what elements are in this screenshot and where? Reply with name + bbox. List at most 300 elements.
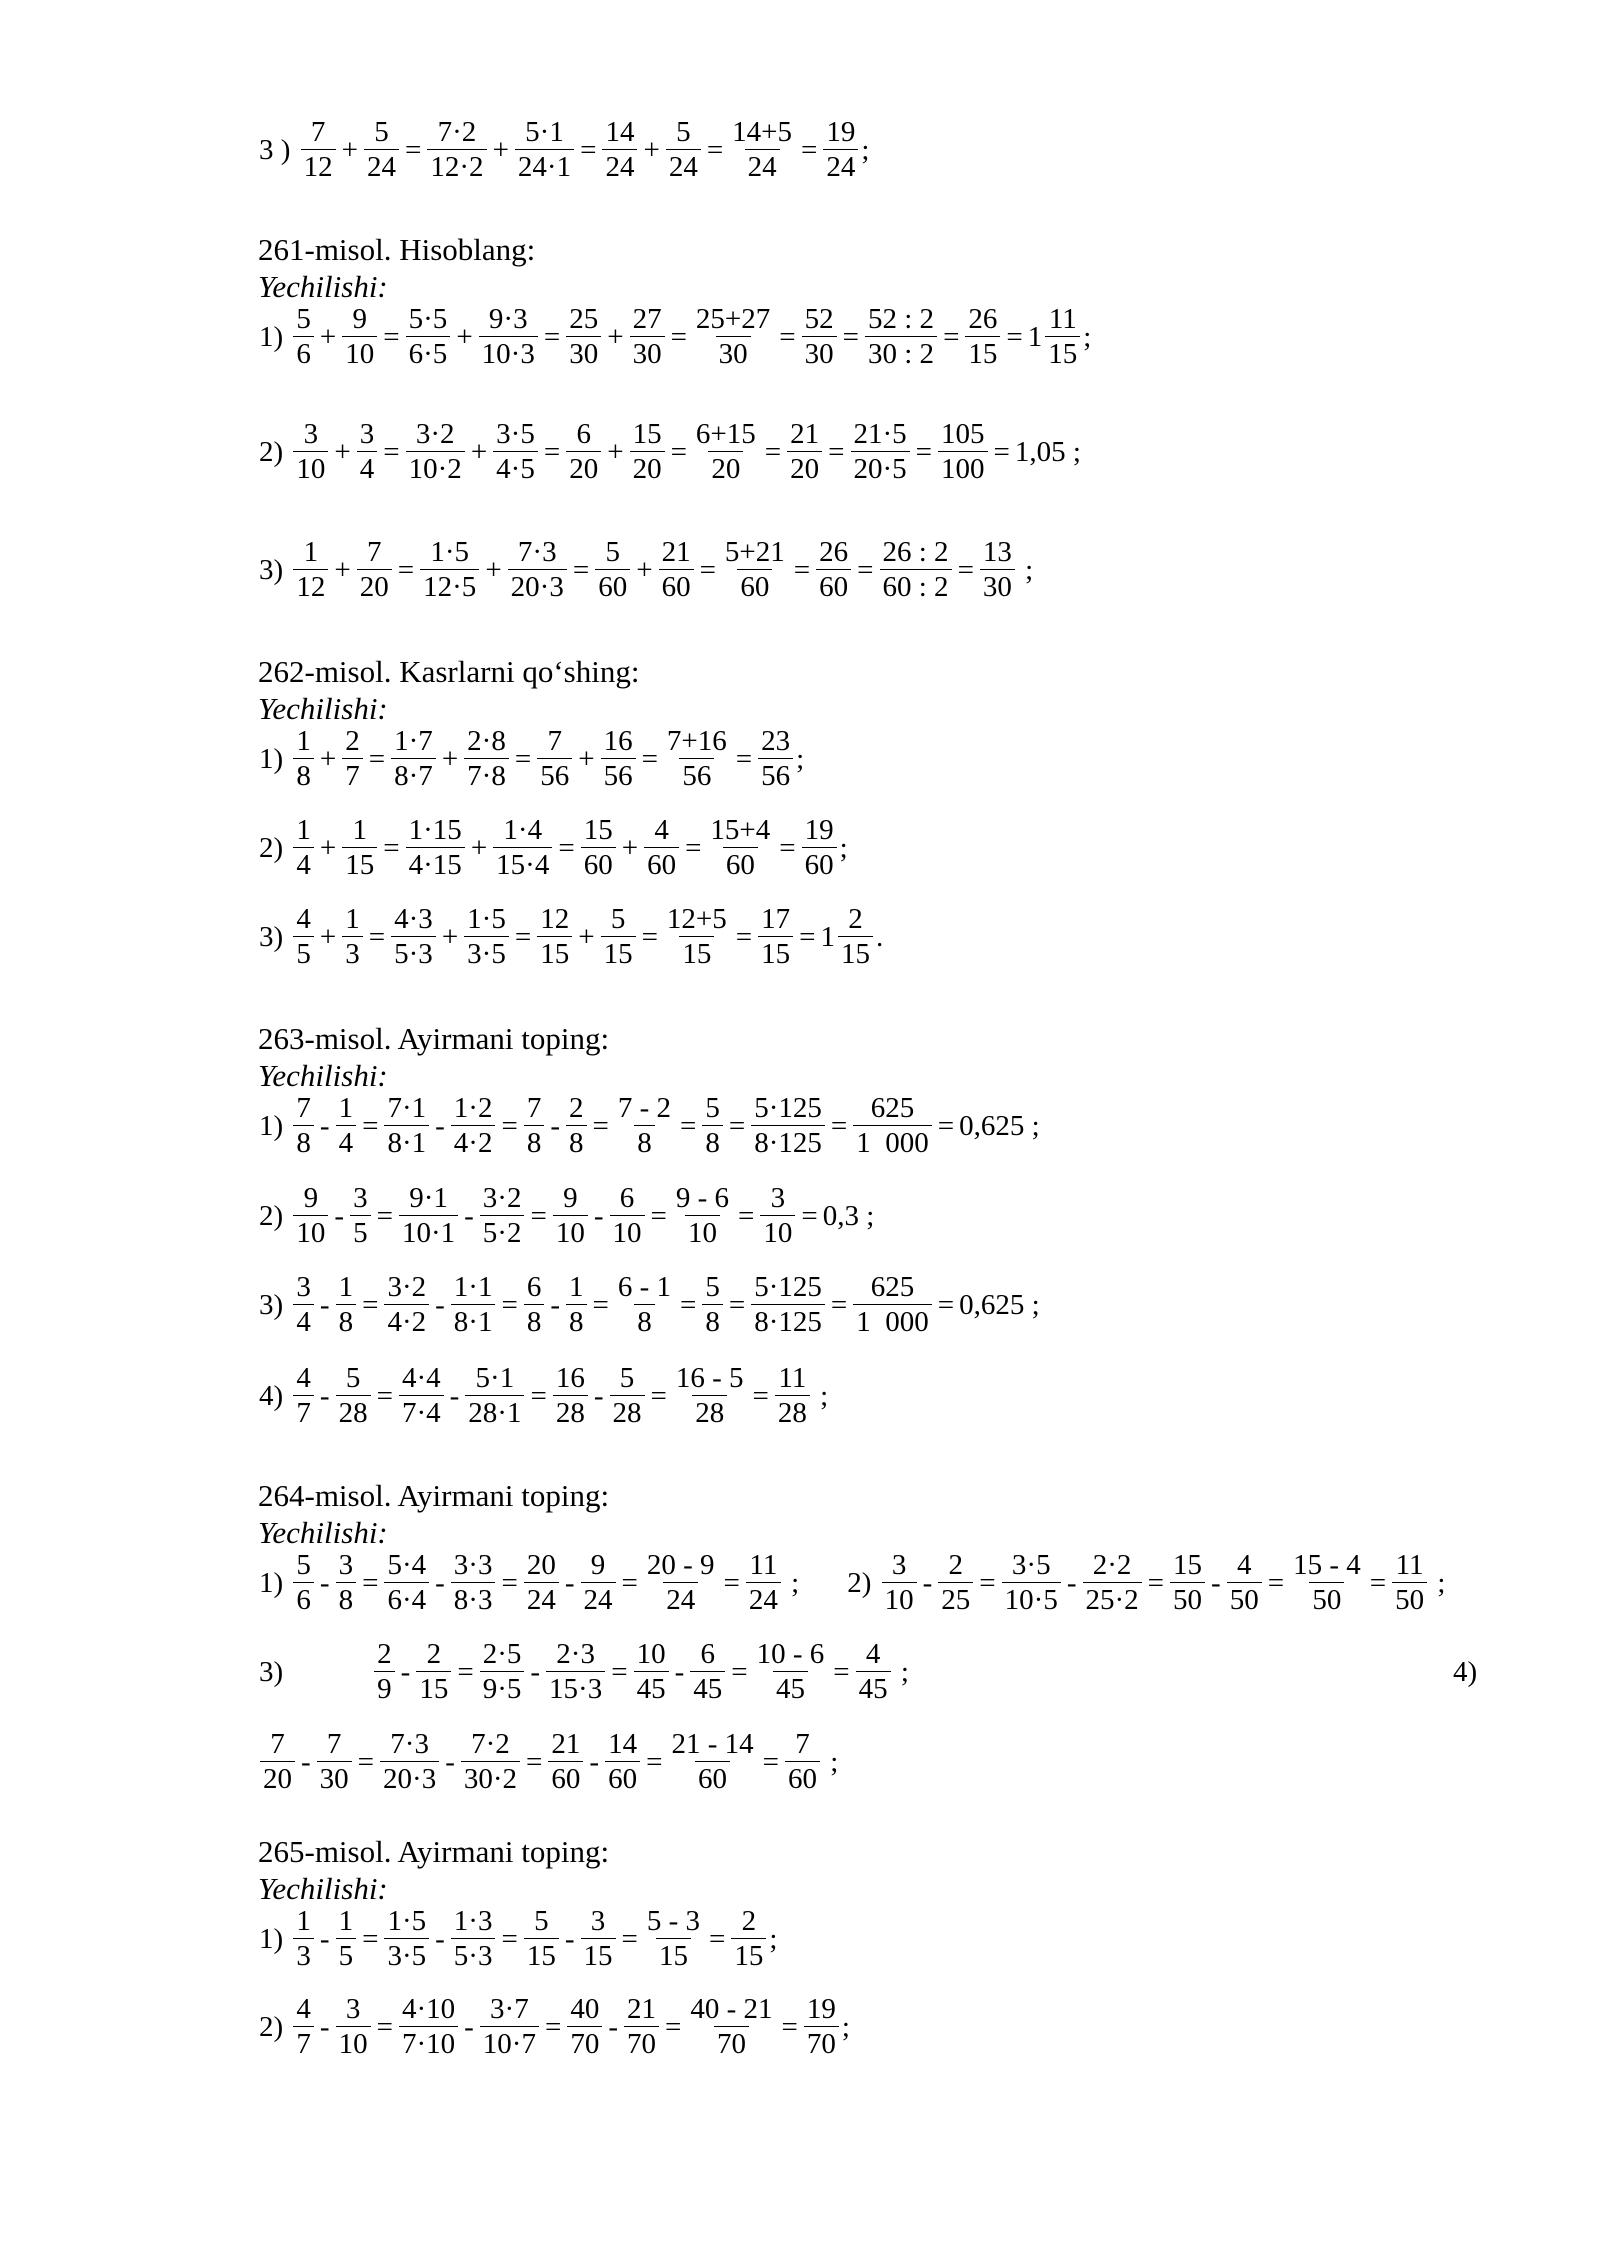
denominator: 10·1 [399,1215,458,1248]
numerator: 3·5 [496,418,535,450]
operator: - [564,1566,575,1599]
operator: = [1006,320,1023,353]
exercise-title: 262-misol. Kasrlarni qo‘shing: [258,654,640,689]
numerator: 16 [603,725,633,757]
equation-text: 2) [259,831,291,864]
equation-text: 4) [1452,1655,1478,1688]
numerator: 9·3 [488,303,528,335]
denominator: 6 [293,336,314,369]
equation-text: ; [783,1566,800,1599]
denominator: 56 [601,758,636,791]
fraction [664,727,730,791]
fraction [548,1730,583,1794]
equation-text: 3) [259,920,291,953]
numerator: 2 [741,1905,757,1937]
denominator: 4 [293,1304,314,1337]
denominator: 70 [804,2026,839,2059]
operator: = [572,553,590,586]
numerator: 4 [296,1362,311,1394]
numerator: 52 [804,303,834,335]
fraction [601,727,636,791]
fraction [605,1730,640,1794]
equation-text: 3) [259,1655,284,1688]
numerator: 2 [848,903,863,935]
operator: - [550,1109,560,1142]
operator: = [680,1288,697,1321]
numerator: 3 [353,1182,368,1214]
fraction [722,538,788,602]
operator: + [636,553,653,586]
numerator: 7+16 [666,725,727,757]
numerator: 9 [590,1549,606,1581]
operator: + [334,435,351,468]
denominator: 1 000 [853,1304,932,1337]
numerator: 7·2 [471,1728,510,1760]
fraction [1392,1551,1427,1615]
numerator: 9 [303,1182,319,1214]
operator: = [857,553,874,586]
equation-text: 3 ) [259,133,298,166]
denominator: 20 [566,451,601,484]
fraction [399,1995,458,2059]
operator: = [738,1199,755,1232]
fraction [1083,1551,1142,1615]
fraction [980,538,1015,602]
fraction [644,1551,718,1615]
numerator: 9 [352,303,368,335]
equation-line [258,1551,1498,1615]
equation-line [258,538,1498,602]
operator: = [828,435,845,468]
operator: + [621,831,639,864]
numerator: 27 [632,303,662,335]
operator: - [400,1655,411,1688]
numerator: 2·3 [556,1638,595,1670]
denominator: 15 [758,936,793,969]
denominator: 15 [342,847,377,880]
operator: + [319,831,337,864]
numerator: 1 [338,1905,354,1937]
fraction [758,905,793,969]
operator: - [1211,1566,1221,1599]
denominator: 15 [731,1938,766,1971]
operator: - [301,1745,311,1778]
fraction [479,305,538,369]
fraction [1290,1551,1364,1615]
operator: + [492,133,509,166]
numerator: 19 [806,1993,836,2025]
numerator: 5·1 [475,1362,515,1394]
operator: = [457,1655,474,1688]
fraction [524,1094,545,1158]
denominator: 6 [293,1582,314,1615]
fraction [802,305,837,369]
fraction [293,1995,314,2059]
equation-line [258,1273,1498,1337]
equation-text: ; [1083,320,1092,353]
operator: = [915,435,933,468]
fraction [336,1907,357,1971]
fraction [336,1273,357,1337]
numerator: 1 [345,903,360,935]
fraction [336,1995,371,2059]
equation-line [258,118,1498,182]
denominator: 15 [524,1938,559,1971]
exercise-title: 263-misol. Ayirmani toping: [258,1021,610,1056]
operator: = [735,920,753,953]
solution-label: Yechilishi: [258,1871,388,1906]
numerator: 1 [338,1092,354,1124]
fraction [673,1184,732,1248]
operator: + [607,435,624,468]
operator: = [558,831,575,864]
numerator: 23 [761,725,791,757]
numerator: 5·125 [754,1092,822,1124]
denominator: 100 [938,451,988,484]
denominator: 12 [301,149,336,182]
operator: = [1369,1566,1387,1599]
operator: + [485,553,502,586]
denominator: 8·125 [751,1304,825,1337]
numerator: 12 [540,903,570,935]
equation-text: 2) [259,1199,291,1232]
numerator: 3 [338,1549,354,1581]
denominator: 10·3 [479,336,538,369]
fraction [760,1184,795,1248]
fraction [851,420,910,484]
numerator: 2 [569,1092,584,1124]
fraction [693,420,759,484]
numerator: 1·15 [408,814,462,846]
numerator: 5 [374,116,389,148]
numerator: 21 [790,418,820,450]
numerator: 6 [526,1271,542,1303]
equation-text: 0,3 ; [822,1199,875,1232]
operator: = [611,1655,628,1688]
operator: = [752,1379,769,1412]
numerator: 25 [569,303,599,335]
fraction [880,538,952,602]
numerator: 1 [303,536,319,568]
fraction [451,1094,496,1158]
numerator: 12+5 [666,903,727,935]
equation-text: 2) [259,435,291,468]
operator: = [979,1566,996,1599]
fraction [644,816,679,880]
denominator: 60 [816,569,851,602]
equation-line [258,1995,1498,2059]
numerator: 16 [555,1362,585,1394]
operator: = [650,1199,667,1232]
numerator: 5 [610,903,626,935]
fraction [364,118,399,182]
denominator: 8·7 [391,758,436,791]
fraction [384,1094,429,1158]
denominator: 7·10 [399,2026,458,2059]
numerator: 5·5 [408,303,448,335]
numerator: 7 [526,1092,542,1124]
numerator: 26 [968,303,998,335]
fraction [293,305,314,369]
operator: = [544,2010,562,2043]
fraction [317,1730,352,1794]
fraction [406,420,465,484]
numerator: 21 [551,1728,581,1760]
numerator: 17 [761,903,791,935]
numerator: 5 [345,1362,361,1394]
equation-line [258,1730,1498,1794]
fraction [731,1907,766,1971]
denominator: 10 [610,1215,645,1248]
denominator: 24·1 [515,149,574,182]
operator: + [319,920,337,953]
denominator: 45 [856,1671,891,1704]
numerator: 4 [865,1638,881,1670]
fraction [664,905,730,969]
numerator: 5+21 [724,536,785,568]
denominator: 8 [566,1125,587,1158]
operator: = [801,133,818,166]
numerator: 625 [870,1271,915,1303]
operator: = [641,920,658,953]
denominator: 45 [773,1671,808,1704]
denominator: 15·4 [493,847,552,880]
numerator: 1 [296,1905,311,1937]
operator: = [793,553,811,586]
operator: = [543,320,561,353]
fraction [301,118,336,182]
fraction [687,1995,775,2059]
fraction [746,1551,781,1615]
denominator: 3·5 [384,1938,429,1971]
exercise-title: 264-misol. Ayirmani toping: [258,1478,610,1513]
denominator: 60 [723,847,758,880]
operator: = [1267,1566,1285,1599]
denominator: 12 [293,569,328,602]
fraction [865,305,937,369]
numerator: 6 - 1 [617,1271,672,1303]
fraction [707,816,773,880]
numerator: 1·5 [467,903,506,935]
denominator: 20 [630,451,665,484]
fraction [416,1640,451,1704]
fraction [729,118,795,182]
numerator: 7 - 2 [617,1092,672,1124]
denominator: 24 [666,149,701,182]
denominator: 10 [553,1215,588,1248]
fraction [624,1995,659,2059]
operator: = [362,1566,379,1599]
numerator: 7 [795,1728,810,1760]
fraction [399,1364,444,1428]
numerator: 9·1 [409,1182,448,1214]
operator: = [592,1109,609,1142]
equation-text: 1) [259,742,291,775]
solution-label: Yechilishi: [258,269,388,304]
equation-line [258,420,1498,484]
fraction [581,816,616,880]
operator: = [781,2010,798,2043]
fraction [336,1094,357,1158]
fraction [406,816,465,880]
operator: = [646,1745,663,1778]
fraction [399,1184,458,1248]
fraction [464,905,509,969]
fraction [751,1273,825,1337]
numerator: 21·5 [853,418,907,450]
numerator: 11 [1048,303,1077,335]
fraction [595,538,630,602]
equation-text: 1) [259,320,291,353]
denominator: 8 [702,1125,723,1158]
fraction [391,905,436,969]
denominator: 56 [537,758,572,791]
numerator: 4 [654,814,669,846]
denominator: 15 [838,936,873,969]
fraction [293,727,314,791]
numerator: 13 [982,536,1012,568]
operator: = [362,1288,379,1321]
numerator: 4·10 [401,1993,456,2025]
fraction [553,1184,588,1248]
denominator: 5·3 [391,936,436,969]
operator: = [368,742,386,775]
fraction [566,1273,587,1337]
fraction [293,1184,328,1248]
fraction [630,420,665,484]
fraction [1227,1551,1262,1615]
denominator: 15 [656,1938,691,1971]
fraction [508,538,567,602]
fraction [293,905,314,969]
equation-text: ; [841,2010,850,2043]
operator: - [445,1745,455,1778]
fraction [785,1730,820,1794]
fraction [601,905,636,969]
numerator: 1 [569,1271,584,1303]
operator: = [526,1745,543,1778]
denominator: 70 [567,2026,602,2059]
numerator: 1·4 [503,814,543,846]
denominator: 28 [553,1395,588,1428]
operator: + [578,742,595,775]
equation-text: 3) [259,553,291,586]
numerator: 19 [826,116,856,148]
fraction [293,1094,314,1158]
equation-text: ; [769,1922,778,1955]
fraction [882,1551,917,1615]
numerator: 7 [367,536,382,568]
fraction [451,1273,496,1337]
equation-line [258,1640,1498,1704]
denominator: 10·7 [480,2026,539,2059]
fraction [644,1907,703,1971]
numerator: 26 [819,536,849,568]
operator: = [801,1199,818,1232]
fraction [464,727,509,791]
denominator: 30 : 2 [865,336,937,369]
fraction [659,538,694,602]
denominator: 24 [581,1582,616,1615]
operator: - [319,1288,330,1321]
denominator: 5 [293,936,314,969]
fraction [384,1551,429,1615]
fraction [374,1640,395,1704]
operator: = [357,1745,375,1778]
denominator: 30 [317,1761,352,1794]
numerator: 10 [636,1638,666,1670]
numerator: 16 - 5 [675,1362,744,1394]
denominator: 15 [416,1671,451,1704]
denominator: 30 [566,336,601,369]
numerator: 6+15 [695,418,756,450]
fraction [553,1364,588,1428]
denominator: 15 [537,936,572,969]
fraction [546,1640,605,1704]
denominator: 8 [566,1304,587,1337]
operator: = [957,553,974,586]
fraction [451,1551,496,1615]
fraction [615,1273,674,1337]
denominator: 50 [1227,1582,1262,1615]
denominator: 5·3 [451,1938,496,1971]
operator: = [376,1199,393,1232]
numerator: 2 [345,725,360,757]
denominator: 15 [581,1938,616,1971]
denominator: 8 [293,758,314,791]
denominator: 8 [524,1304,545,1337]
numerator: 1·7 [394,725,433,757]
numerator: 14+5 [732,116,793,148]
equation-text: ; [893,1655,909,1688]
denominator: 24 [364,149,399,182]
fraction [524,1273,545,1337]
fraction [566,305,601,369]
operator: - [464,1199,474,1232]
numerator: 2·5 [482,1638,522,1670]
denominator: 4·2 [384,1304,429,1337]
denominator: 3 [342,936,363,969]
numerator: 2·8 [467,725,506,757]
operator: = [405,133,422,166]
numerator: 10 - 6 [756,1638,825,1670]
numerator: 105 [941,418,985,450]
denominator: 50 [1170,1582,1205,1615]
denominator: 6·4 [384,1582,429,1615]
denominator: 60 : 2 [880,569,952,602]
operator: = [362,1109,379,1142]
numerator: 5·4 [387,1549,427,1581]
numerator: 4·4 [401,1362,441,1394]
denominator: 8 [634,1304,655,1337]
operator: = [779,831,796,864]
numerator: 3·2 [482,1182,522,1214]
fraction [293,1907,314,1971]
numerator: 21 - 14 [671,1728,754,1760]
numerator: 1·2 [453,1092,493,1124]
numerator: 7·3 [517,536,557,568]
denominator: 8 [634,1125,655,1158]
equation-text: 4) [259,1379,291,1412]
numerator: 5 [676,116,691,148]
operator: = [670,435,687,468]
denominator: 10 [342,336,377,369]
denominator: 8·1 [451,1304,496,1337]
equation-line [258,905,1498,969]
operator: - [319,1922,330,1955]
numerator: 21 [627,1993,656,2025]
operator: = [779,320,796,353]
